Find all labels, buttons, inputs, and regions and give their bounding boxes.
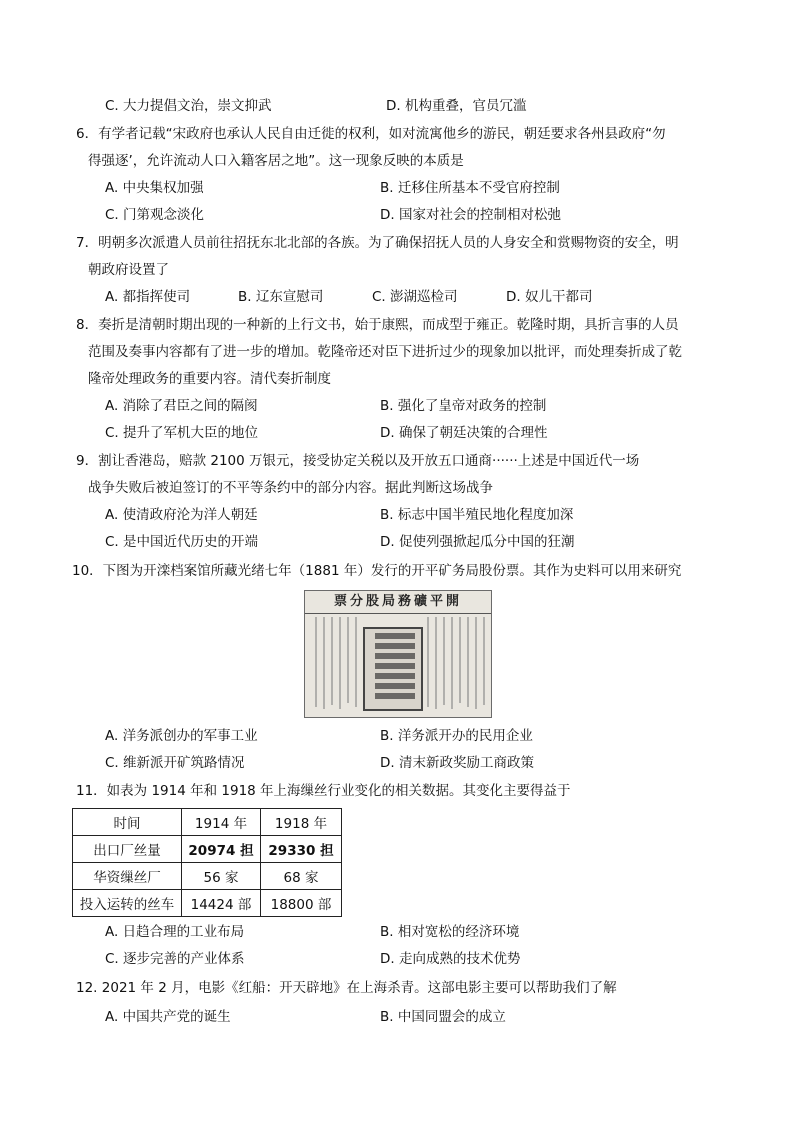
table-header-cell: 时间 xyxy=(73,809,182,836)
table-cell: 出口厂丝量 xyxy=(73,836,182,863)
table-cell: 18800 部 xyxy=(261,890,342,917)
q7-stem-line1: 7．明朝多次派遣人员前往招抚东北北部的各族。为了确保招抚人员的人身安全和赏赐物资的安全，明 xyxy=(76,235,679,251)
table-header-row xyxy=(73,809,342,836)
q12-stem-line1: 12. 2021 年 2 月，电影《红船：开天辟地》在上海杀青。这部电影主要可以帮助我们了解 xyxy=(76,980,617,996)
q5-option-d: D. 机构重叠，官员冗滥 xyxy=(386,98,527,114)
q9-option-d: D. 促使列强掀起瓜分中国的狂潮 xyxy=(380,534,575,550)
table-row xyxy=(73,863,342,890)
certificate-body xyxy=(309,617,487,713)
q7-option-c: C. 澎湖巡检司 xyxy=(372,289,458,305)
q11-option-d: D. 走向成熟的技术优势 xyxy=(380,951,521,967)
q11-option-c: C. 逐步完善的产业体系 xyxy=(105,951,245,967)
table-cell: 14424 部 xyxy=(182,890,261,917)
table-row xyxy=(73,836,342,863)
q9-stem-line2: 战争失败后被迫签订的不平等条约中的部分内容。据此判断这场战争 xyxy=(88,480,493,496)
q9-option-b: B. 标志中国半殖民地化程度加深 xyxy=(380,507,574,523)
q6-stem-line1: 6．有学者记载“宋政府也承认人民自由迁徙的权利，如对流寓他乡的游民，朝廷要求各州县政府“勿 xyxy=(76,126,666,142)
q7-stem-line2: 朝政府设置了 xyxy=(88,262,169,278)
q12-option-b: B. 中国同盟会的成立 xyxy=(380,1009,506,1025)
q8-option-b: B. 强化了皇帝对政务的控制 xyxy=(380,398,547,414)
silk-industry-table xyxy=(72,808,342,917)
table-row xyxy=(73,890,342,917)
q6-option-d: D. 国家对社会的控制相对松弛 xyxy=(380,207,561,223)
stock-certificate-image xyxy=(304,590,492,718)
table-cell: 华资缫丝厂 xyxy=(73,863,182,890)
table-cell: 68 家 xyxy=(261,863,342,890)
q11-option-a: A. 日趋合理的工业布局 xyxy=(105,924,245,940)
q6-option-b: B. 迁移住所基本不受官府控制 xyxy=(380,180,560,196)
q9-stem-line1: 9．割让香港岛，赔款 2100 万银元，接受协定关税以及开放五口通商······上述是中国近代一场 xyxy=(76,453,640,469)
table-header-cell: 1914 年 xyxy=(182,809,261,836)
table-cell: 29330 担 xyxy=(261,836,342,863)
certificate-title: 票分股局務礦平開 xyxy=(305,591,491,614)
q6-option-c: C. 门第观念淡化 xyxy=(105,207,205,223)
q10-option-a: A. 洋务派创办的军事工业 xyxy=(105,728,258,744)
q8-option-a: A. 消除了君臣之间的隔阂 xyxy=(105,398,258,414)
q11-option-b: B. 相对宽松的经济环境 xyxy=(380,924,520,940)
q6-option-a: A. 中央集权加强 xyxy=(105,180,204,196)
q11-stem-line1: 11．如表为 1914 年和 1918 年上海缫丝行业变化的相关数据。其变化主要得益于 xyxy=(76,783,571,799)
q7-option-b: B. 辽东宣慰司 xyxy=(238,289,324,305)
q10-stem-line1: 10．下图为开滦档案馆所藏光绪七年（1881 年）发行的开平矿务局股份票。其作为史料可以用来研究 xyxy=(72,563,682,579)
q8-stem-line2: 范围及奏事内容都有了进一步的增加。乾隆帝还对臣下进折过少的现象加以批评，而处理奏折成了乾 xyxy=(88,344,682,360)
q9-option-c: C. 是中国近代历史的开端 xyxy=(105,534,259,550)
q10-option-c: C. 维新派开矿筑路情况 xyxy=(105,755,245,771)
table-cell: 投入运转的丝车 xyxy=(73,890,182,917)
q6-stem-line2: 得强逐’，允许流动人口入籍客居之地”。这一现象反映的本质是 xyxy=(88,153,464,169)
q8-stem-line1: 8．奏折是清朝时期出现的一种新的上行文书，始于康熙，而成型于雍正。乾隆时期，具折言事的人员 xyxy=(76,317,679,333)
q12-option-a: A. 中国共产党的诞生 xyxy=(105,1009,231,1025)
q7-option-a: A. 都指挥使司 xyxy=(105,289,191,305)
table-cell: 20974 担 xyxy=(182,836,261,863)
q5-option-c: C. 大力提倡文治，崇文抑武 xyxy=(105,98,272,114)
q9-option-a: A. 使清政府沦为洋人朝廷 xyxy=(105,507,258,523)
q10-option-d: D. 清末新政奖励工商政策 xyxy=(380,755,534,771)
table-header-cell: 1918 年 xyxy=(261,809,342,836)
q8-option-d: D. 确保了朝廷决策的合理性 xyxy=(380,425,548,441)
table-cell: 56 家 xyxy=(182,863,261,890)
q7-option-d: D. 奴儿干都司 xyxy=(506,289,593,305)
q8-option-c: C. 提升了军机大臣的地位 xyxy=(105,425,259,441)
q8-stem-line3: 隆帝处理政务的重要内容。清代奏折制度 xyxy=(88,371,331,387)
q10-option-b: B. 洋务派开办的民用企业 xyxy=(380,728,533,744)
